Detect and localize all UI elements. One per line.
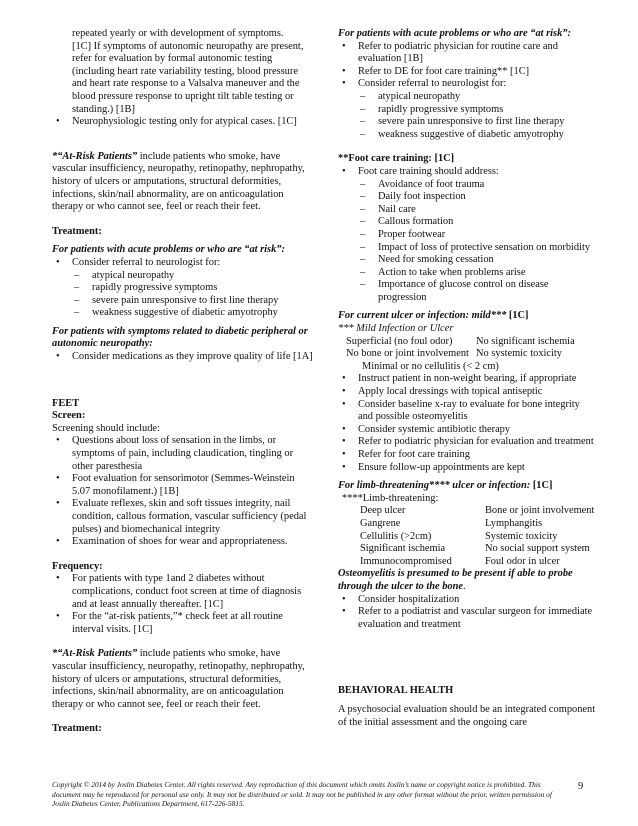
at-risk-label: *“At-Risk Patients” — [52, 150, 138, 162]
list-item: • Evaluate reflexes, skin and soft tissues integrity, nail condition, callous formation, vascular sufficiency (pedal pulses) and biomechanical integrity — [52, 498, 314, 536]
feet-heading: FEET — [52, 397, 80, 409]
mild-criteria-table — [346, 336, 575, 361]
table-cell: Gangrene — [360, 517, 401, 529]
at-risk-text: include patients who smoke, have vascular insufficiency, neuropathy, retinopathy, nephropathy, history of ulcers or amputations, structural deformities, infections, skin/nail abnormality, are on anticoagulation therapy or who cannot see, feel or reach their feet. — [52, 648, 305, 710]
behavioral-heading: BEHAVIORAL HEALTH — [338, 685, 454, 697]
mild-last: Minimal or no cellulitis (< 2 cm) — [362, 360, 499, 372]
at-risk-note — [52, 648, 314, 711]
dash-item: – Callous formation — [338, 216, 596, 229]
bullet-list — [52, 573, 314, 636]
table-cell: Significant ischemia — [360, 543, 446, 555]
limb-label: ****Limb-threatening: — [342, 492, 439, 504]
at-risk-text: include patients who smoke, have vascular insufficiency, neuropathy, retinopathy, nephropathy, history of ulcers or amputations, structural deformities, infections, skin/nail abnormality, are on anticoagulation therapy or who cannot see, feel or reach their feet. — [52, 150, 305, 213]
screen-heading: Screen: — [52, 410, 86, 422]
list-item: • Questions about loss of sensation in the limbs, or symptoms of pain, including claudication, tingling or other paresthesia — [52, 435, 314, 473]
list-item: • Neurophysiologic testing only for atypical cases. [1C] — [52, 116, 314, 129]
dash-item: – Avoidance of foot trauma — [338, 179, 596, 192]
ulcer-heading-text: For current ulcer or infection: mild*** — [338, 310, 507, 322]
frequency-heading: Frequency: — [52, 560, 103, 572]
screen-intro: Screening should include: — [52, 422, 160, 434]
list-item: • Refer for foot care training — [338, 449, 596, 462]
list-item: • For the “at-risk patients,”* check feet at all routine interval visits. [1C] — [52, 611, 314, 636]
dash-item: – weakness suggestive of diabetic amyotrophy — [52, 307, 314, 320]
list-item: • Refer to podiatric physician for evaluation and treatment — [338, 436, 596, 449]
bullet-list — [52, 257, 314, 320]
table-cell: Foul odor in ulcer — [485, 555, 560, 567]
table-cell: No bone or joint involvement — [346, 348, 469, 360]
table-cell: Lymphangitis — [485, 517, 543, 529]
list-item: • Consider systemic antibiotic therapy — [338, 424, 596, 437]
list-item: • Refer to DE for foot care training** [1C] — [338, 66, 596, 79]
treatment-heading: Treatment: — [52, 225, 102, 237]
limb-code: [1C] — [530, 480, 553, 492]
table-cell: No systemic toxicity — [476, 348, 563, 360]
table-cell: Bone or joint involvement — [485, 505, 595, 517]
bullet-list — [52, 435, 314, 548]
dash-item: – Proper footwear — [338, 229, 596, 242]
table-row — [360, 518, 594, 531]
bullet-list — [338, 166, 596, 305]
dash-item: – Impact of loss of protective sensation on morbidity — [338, 242, 596, 255]
limb-heading — [338, 480, 596, 493]
bullet-list — [52, 351, 314, 364]
bullet-list — [338, 594, 596, 632]
table-row — [360, 531, 594, 544]
list-item: • Foot care training should address: — [338, 166, 596, 179]
continued-text: [1C] If symptoms of autonomic neuropathy are present, refer for evaluation by formal autonomic testing (including heart rate variability testing, blood pressure and heart rate response to a Valsalva maneuver and the blood pressure response to upright tilt table testing or standing.) [1B] — [72, 40, 304, 115]
behavioral-text: A psychosocial evaluation should be an integrated component of the initial assessment and the ongoing care — [338, 703, 596, 728]
list-item: • Consider referral to neurologist for: — [52, 257, 314, 270]
dash-item: – severe pain unresponsive to first line therapy — [52, 295, 314, 308]
right-column — [338, 28, 596, 729]
table-cell: Deep ulcer — [360, 505, 406, 517]
continued-text: repeated yearly or with development of symptoms. — [72, 28, 284, 39]
table-cell: Systemic toxicity — [485, 530, 558, 542]
treatment-heading: Treatment: — [52, 723, 102, 735]
dash-item: – Need for smoking cessation — [338, 254, 596, 267]
left-column — [52, 28, 314, 736]
table-cell: Superficial (no foul odor) — [346, 335, 453, 347]
limb-criteria — [360, 505, 596, 568]
osteomyelitis-end: . — [463, 580, 466, 592]
dash-item: – Nail care — [338, 204, 596, 217]
dash-item: – rapidly progressive symptoms — [338, 104, 596, 117]
table-row — [360, 556, 594, 569]
dash-item: – atypical neuropathy — [52, 270, 314, 283]
list-item: • Examination of shoes for wear and appropriateness. — [52, 536, 314, 549]
limb-criteria-table — [360, 505, 594, 568]
osteomyelitis-note — [338, 568, 596, 593]
list-item: • Ensure follow-up appointments are kept — [338, 462, 596, 475]
dash-item: – rapidly progressive symptoms — [52, 282, 314, 295]
dash-item: – atypical neuropathy — [338, 91, 596, 104]
copyright-footer: Copyright © 2014 by Joslin Diabetes Center. All rights reserved. Any reproduction of this document which omits Joslin’s name or copyright notice is prohibited. This document may be reproduced for personal use only. It may not be distributed or sold. It may not be published in any other format without the prior, written permission of Joslin Diabetes Center, Publications Department, 617-226-5815. — [52, 780, 552, 809]
table-cell: Cellulitis (>2cm) — [360, 530, 432, 542]
table-row — [360, 543, 594, 556]
table-row — [346, 336, 575, 349]
list-item: • Refer to podiatric physician for routine care and evaluation [1B] — [338, 41, 596, 66]
list-item: • For patients with type 1and 2 diabetes without complications, conduct foot screen at time of diagnosis and at least annually thereafter. [1C] — [52, 573, 314, 611]
table-row — [360, 505, 594, 518]
dash-item: – Importance of glucose control on disease progression — [338, 279, 596, 304]
dash-item: – Action to take when problems arise — [338, 267, 596, 280]
dash-item: – severe pain unresponsive to first line therapy — [338, 116, 596, 129]
table-cell: No social support system — [485, 543, 590, 555]
at-risk-label: *“At-Risk Patients” — [52, 648, 138, 660]
list-item: • Consider baseline x-ray to evaluate for bone integrity and possible osteomyelitis — [338, 399, 596, 424]
list-item: • Consider hospitalization — [338, 594, 596, 607]
list-item: • Consider medications as they improve quality of life [1A] — [52, 351, 314, 364]
mild-label: *** Mild Infection or Ulcer — [338, 323, 454, 335]
list-item: • Instruct patient in non-weight bearing, if appropriate — [338, 373, 596, 386]
table-cell: No significant ischemia — [476, 335, 575, 347]
dash-item: – Daily foot inspection — [338, 191, 596, 204]
page-number: 9 — [578, 781, 584, 792]
list-item: • Apply local dressings with topical antiseptic — [338, 386, 596, 399]
acute-heading: For patients with acute problems or who are “at risk”: — [52, 244, 285, 256]
bullet-list — [338, 373, 596, 474]
ulcer-code: [1C] — [506, 310, 529, 322]
osteomyelitis-text: Osteomyelitis is presumed to be present if able to probe through the ulcer to the bone — [338, 568, 573, 592]
ulcer-heading — [338, 310, 596, 323]
limb-heading-text: For limb-threatening**** ulcer or infection: — [338, 480, 531, 492]
bullet-list — [338, 41, 596, 142]
table-cell: Immunocompromised — [360, 555, 452, 567]
bullet-list — [52, 116, 314, 129]
table-row — [346, 348, 575, 361]
list-item: • Consider referral to neurologist for: — [338, 78, 596, 91]
acute-heading: For patients with acute problems or who are “at risk”: — [338, 28, 571, 39]
foot-care-heading: **Foot care training: [1C] — [338, 153, 455, 165]
symptoms-heading: For patients with symptoms related to diabetic peripheral or autonomic neuropathy: — [52, 325, 308, 350]
dash-item: – weakness suggestive of diabetic amyotrophy — [338, 129, 596, 142]
list-item: • Foot evaluation for sensorimotor (Semmes-Weinstein 5.07 monofilament.) [1B] — [52, 473, 314, 498]
list-item: • Refer to a podiatrist and vascular surgeon for immediate evaluation and treatment — [338, 606, 596, 631]
at-risk-note — [52, 151, 314, 214]
